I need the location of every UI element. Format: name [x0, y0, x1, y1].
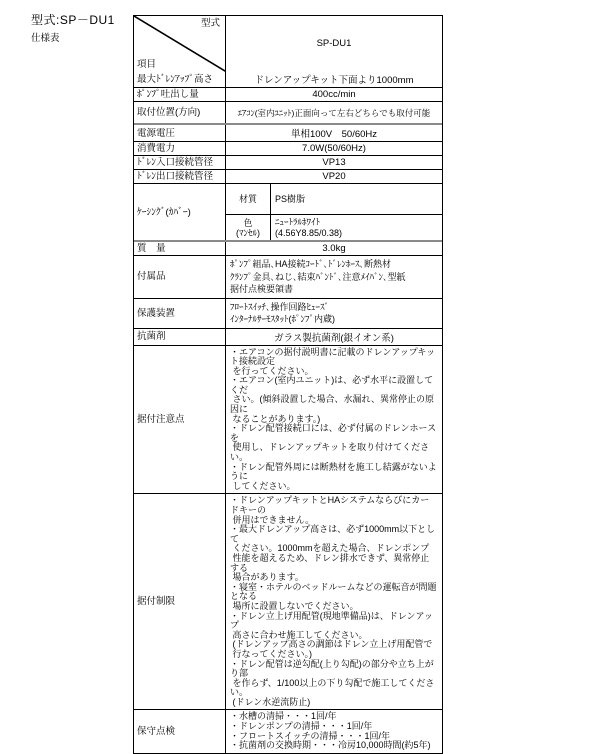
row-value: VP20 [322, 171, 346, 182]
page-title-sheet: 仕様表 [31, 33, 60, 44]
value-line: ・エアコン(室内ユニット)は、必ず水平に設置してくだ [230, 375, 434, 395]
row-label: 消費電力 [134, 142, 226, 155]
row-value: 7.0W(50/60Hz) [302, 143, 366, 154]
value-line: 併用はできません。 [230, 514, 315, 525]
row-value [226, 256, 442, 298]
value-line: ｲﾝﾀｰﾅﾙｻｰﾓｽﾀｯﾄ(ﾎﾟﾝﾌﾟ内蔵) [230, 314, 335, 324]
value-line: ・ドレンアップキットとHAシステムならびにカードキーの [230, 495, 430, 515]
row-value [226, 346, 442, 494]
row-label: 保守点検 [134, 710, 226, 752]
value-line: ・抗菌剤の交換時期・・・冷房10,000時間(約5年) [230, 740, 431, 751]
spec-row [134, 328, 442, 345]
sub-row-label [226, 215, 271, 240]
value-line: ﾎﾟﾝﾌﾟ組品､HA接続ｺｰﾄﾞ､ﾄﾞﾚﾝﾎｰｽ､断熱材 [230, 259, 392, 269]
row-value: ｴｱｺﾝ(室内ﾕﾆｯﾄ)正面向って左右どちらでも取付可能 [237, 107, 431, 118]
spec-row [134, 123, 442, 141]
row-label: ﾄﾞﾚﾝ出口接続管径 [134, 170, 226, 183]
value-line: 場所に設置しないでください。 [230, 600, 359, 611]
row-label: 抗菌剤 [134, 329, 226, 345]
row-value: ガラス製抗菌剤(銀イオン系) [274, 332, 394, 344]
row-value: 単相100V 50/60Hz [290, 129, 378, 140]
row-label: 保護装置 [134, 299, 226, 328]
value-line: さい。(傾斜設置した場合、水漏れ、異常停止の原因に [230, 394, 435, 415]
spec-row [134, 493, 442, 709]
value-line: 行なってください。) [230, 648, 313, 659]
spec-row [134, 101, 442, 123]
row-label: ｹｰｼﾝｸﾞ(ｶﾊﾞｰ) [134, 184, 226, 240]
value-line: してください。 [230, 480, 296, 491]
value-line: (ドレン水逆流防止) [230, 696, 311, 707]
value-line: ・水槽の清掃・・・1回/年 [230, 711, 337, 722]
spec-rows [134, 71, 442, 753]
value-line: ・最大ドレンアップ高さは、必ず1000mm以下として [230, 524, 436, 544]
spec-row [134, 155, 442, 169]
row-value [226, 710, 442, 752]
row-label: 最大ﾄﾞﾚﾝｱｯﾌﾟ高さ [134, 71, 226, 87]
spec-row [134, 141, 442, 155]
title-block [31, 11, 115, 44]
value-line: ・ドレン配管接続口には、必ず付属のドレンホースを [230, 423, 437, 443]
row-label: 付属品 [134, 256, 226, 298]
sub-row-label [226, 184, 271, 214]
value-line: ・ドレン立上げ用配管(現地準備品)は、ドレンアップ [230, 610, 433, 631]
value-line: ・ドレンポンプの清掃・・・1回/年 [230, 721, 373, 732]
sub-label-line: 色 [243, 217, 253, 228]
value-line: ・フロートスイッチの清掃・・・1回/年 [230, 730, 391, 741]
value-line: を作らず、1/100以上の下り勾配で施工してください。 [230, 677, 435, 698]
row-label: 取付位置(方向) [134, 102, 226, 123]
value-line: 高さに合わせ施工してください。 [230, 629, 368, 640]
value-line: ・寝室・ホテルのベッドルームなどの運転音が問題となる [230, 581, 437, 602]
value-line: ください。1000mmを超えた場合、ドレンポンプ [230, 543, 430, 554]
value-line: 性能を超えるため、ドレン排水できず、異常停止する [230, 552, 430, 573]
value-line: ﾆｭｰﾄﾗﾙﾎﾜｲﾄ [275, 217, 321, 227]
sub-rows [226, 184, 442, 240]
value-line: ・ドレン配管外周には断熱材を施工し結露がないように [230, 461, 437, 482]
value-line: 据付点検要領書 [230, 284, 294, 294]
value-line: ﾌﾛｰﾄｽｲｯﾁ､操作回路ﾋｭｰｽﾞ [230, 301, 330, 312]
sub-label-line: 材質 [238, 194, 257, 204]
value-line: なることがあります。) [230, 413, 321, 424]
spec-table [133, 15, 443, 754]
sub-row [226, 184, 442, 214]
row-label: 据付注意点 [134, 346, 226, 494]
spec-row [134, 87, 442, 101]
spec-row [134, 183, 442, 240]
sub-row-value [271, 215, 442, 240]
page-title-model: 型式:SP－DU1 [31, 13, 115, 27]
spec-row [134, 298, 442, 328]
corner-label-model: 型式 [200, 18, 220, 29]
value-line: 使用し、ドレンアップキットを取り付けてください。 [230, 442, 430, 463]
row-value [226, 299, 442, 328]
row-value: 400cc/min [312, 89, 356, 100]
row-value [226, 494, 442, 709]
value-line: ｸﾗﾝﾌﾟ金具､ねじ､結束ﾊﾞﾝﾄﾞ､注意ﾒｲﾊﾞﾝ､型紙 [230, 271, 406, 282]
spec-row [134, 345, 442, 494]
corner-label-item: 項目 [137, 59, 157, 70]
value-line: (ドレンアップ高さの調節はドレン立上げ用配管で [230, 639, 433, 650]
value-line: 場合があります。 [230, 572, 304, 583]
spec-row [134, 709, 442, 752]
sub-label-line: (ﾏﾝｾﾙ) [236, 227, 260, 238]
row-label: 据付制限 [134, 494, 226, 709]
sub-row [226, 214, 442, 240]
value-line: PS樹脂 [275, 193, 306, 204]
row-label: 電源電圧 [134, 125, 226, 141]
row-value: 3.0kg [322, 243, 346, 254]
header-row [134, 16, 442, 71]
spec-row [134, 169, 442, 183]
row-value: ドレンアップキット下面より1000mm [254, 75, 414, 86]
value-line: (4.56Y8.85/0.38) [275, 227, 343, 238]
row-label: 質 量 [134, 242, 226, 255]
spec-row [134, 240, 442, 255]
sub-row-value [271, 184, 442, 214]
spec-row [134, 71, 442, 87]
value-line: ・エアコンの据付説明書に記載のドレンアップキット接続設定 [230, 346, 436, 367]
value-line: ・ドレン配管は逆勾配(上り勾配)の部分や立ち上がり部 [230, 658, 434, 679]
spec-row [134, 255, 442, 298]
model-header-value: SP-DU1 [316, 38, 352, 49]
value-line: を行ってください。 [230, 365, 314, 376]
corner-cell [134, 16, 226, 71]
row-label: ﾄﾞﾚﾝ入口接続管径 [134, 156, 226, 169]
row-value: VP13 [322, 157, 346, 168]
row-label: ﾎﾟﾝﾌﾟ吐出し量 [134, 88, 226, 101]
